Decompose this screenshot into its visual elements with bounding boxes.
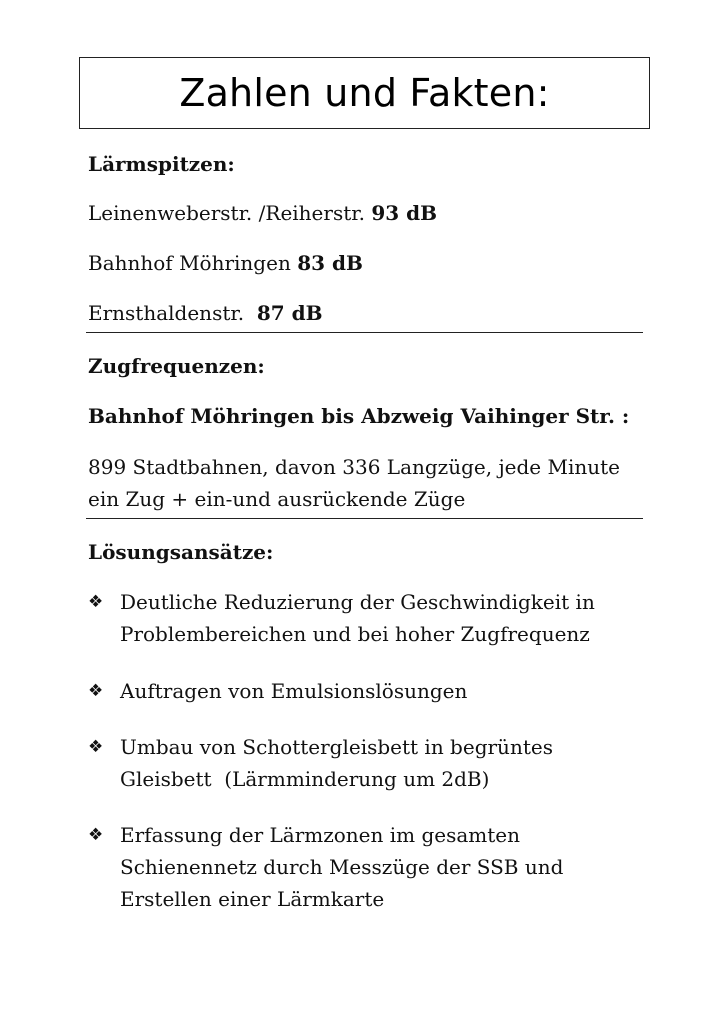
zugfrequenzen-route: Bahnhof Möhringen bis Abzweig Vaihinger Str. : bbox=[88, 404, 630, 428]
list-item bbox=[88, 675, 648, 707]
list-item-line: Gleisbett (Lärmminderung um 2dB) bbox=[120, 767, 490, 791]
list-item-line: Schienennetz durch Messzüge der SSB und bbox=[120, 855, 564, 879]
list-item-line: Erfassung der Lärmzonen im gesamten bbox=[120, 823, 521, 847]
zugfrequenzen-heading: Zugfrequenzen: bbox=[88, 354, 265, 378]
noise-peak-value: 87 dB bbox=[256, 301, 323, 325]
noise-peak-location: Leinenweberstr. /Reiherstr. bbox=[88, 201, 372, 225]
noise-peak-value: 83 dB bbox=[297, 251, 363, 275]
list-item-line: Erstellen einer Lärmkarte bbox=[120, 887, 385, 911]
list-item-line: Deutliche Reduzierung der Geschwindigkeit in bbox=[120, 590, 595, 614]
list-item-line: Auftragen von Emulsionslösungen bbox=[120, 679, 468, 703]
page-title: Zahlen und Fakten: bbox=[179, 71, 550, 115]
noise-peak-row bbox=[88, 247, 363, 279]
noise-peak-location: Ernsthaldenstr. bbox=[88, 301, 257, 325]
list-item bbox=[88, 731, 648, 795]
list-item-line: Problembereichen und bei hoher Zugfrequenz bbox=[120, 622, 590, 646]
diamond-cross-icon: ❖ bbox=[88, 737, 104, 757]
diamond-cross-icon: ❖ bbox=[88, 681, 104, 701]
laermspitzen-heading: Lärmspitzen: bbox=[88, 152, 235, 176]
section-divider bbox=[86, 332, 643, 333]
title-box bbox=[79, 57, 650, 129]
zugfrequenzen-text-line: ein Zug + ein-und ausrückende Züge bbox=[88, 487, 466, 511]
noise-peak-row bbox=[88, 297, 323, 329]
list-item bbox=[88, 586, 648, 650]
list-item-line: Umbau von Schottergleisbett in begrüntes bbox=[120, 735, 553, 759]
zugfrequenzen-text-line: 899 Stadtbahnen, davon 336 Langzüge, jede Minute bbox=[88, 455, 620, 479]
noise-peak-value: 93 dB bbox=[371, 201, 438, 225]
loesungsansaetze-heading: Lösungsansätze: bbox=[88, 540, 274, 564]
section-divider bbox=[86, 518, 643, 519]
noise-peak-location: Bahnhof Möhringen bbox=[88, 251, 298, 275]
noise-peak-row bbox=[88, 197, 437, 229]
diamond-cross-icon: ❖ bbox=[88, 825, 104, 845]
list-item bbox=[88, 819, 648, 915]
diamond-cross-icon: ❖ bbox=[88, 592, 104, 612]
